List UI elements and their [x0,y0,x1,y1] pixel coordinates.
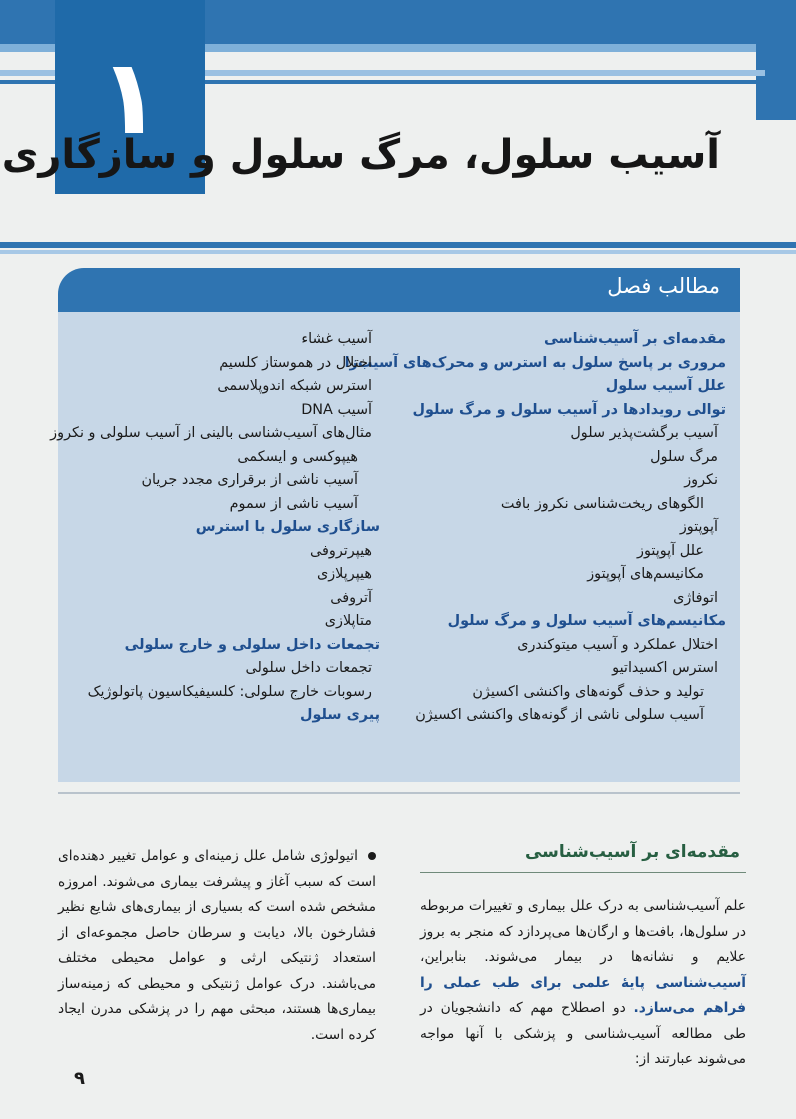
contents-item: تجمعات داخل سلولی و خارج سلولی [124,636,380,653]
contents-item: سازگاری سلول با استرس [195,519,380,535]
contents-item: اختلال عملکرد و آسیب میتوکندری [517,636,718,653]
etiology-text: اتیولوژی شامل علل زمینه‌ای و عوامل تغییر دهنده‌ای است که سبب آغاز و پیشرفت بیماری می‌شوند. امروزه مشخص شده است که بسیاری از بیماری‌های شایع نظیر فشارخون بالا، دیابت و سرطان حاصل مجموعه‌ای از استعداد ژنتیکی ارثی و عوامل محیطی مختلف می‌باشند. درک عوامل ژنتیکی و محیطی که زمینه‌ساز بیماری‌ها هستند، مبحثی مهم را در پزشکی مدرن ایجاد کرده است. [58,848,376,1043]
contents-item: مقدمه‌ای بر آسیب‌شناسی [543,331,726,347]
page-number: ۹ [74,1068,85,1089]
bullet-icon [368,852,376,860]
contents-item: توالی رویدادها در آسیب سلول و مرگ سلول [412,401,726,418]
header-stripe [0,80,55,84]
title-divider-light [0,250,796,254]
contents-item: هیپرتروفی [310,542,372,559]
contents-item: مرگ سلول [650,448,718,465]
contents-box [50,312,740,782]
contents-item: استرس اکسیداتیو [612,660,718,676]
chapter-title: آسیب سلول، مرگ سلول و سازگاری [1,132,720,178]
intro-text-part2: دو اصطلاح مهم که دانشجویان در طی مطالعه آسیب‌شناسی و پزشکی با آنها مواجه می‌شوند عبارتند از: [420,1000,746,1067]
header-stripe [205,80,765,84]
section-heading: مقدمه‌ای بر آسیب‌شناسی [524,842,740,862]
contents-item: هیپوکسی و ایسکمی [237,448,358,465]
contents-item: مروری بر پاسخ سلول به استرس و محرک‌های آسیب‌زا [344,354,726,371]
contents-item: آسیب DNA [301,401,372,418]
contents-item: آپوپتوز [679,519,718,535]
contents-item: اتوفاژی [673,589,718,606]
contents-item: متاپلازی [324,613,372,629]
section-heading-underline [420,872,746,873]
intro-text-bold: آسیب‌شناسی پایهٔ علمی برای طب عملی را فراهم می‌سازد. [420,974,746,1016]
top-right-band [756,0,796,120]
contents-item: پیری سلول [300,707,380,723]
contents-item: آسیب غشاء [301,331,372,347]
contents-item: آتروفی [330,589,372,606]
contents-item: آسیب ناشی از سموم [229,495,358,512]
intro-paragraph [420,894,746,1073]
contents-item: آسیب ناشی از برقراری مجدد جریان [141,472,358,488]
intro-text-part1: علم آسیب‌شناسی به درک علل بیماری و تغییرات مربوطه در سلول‌ها، بافت‌ها و ارگان‌ها می‌پردازد که منجر به بروز علایم و نشانه‌ها در بیمار می‌شوند. بنابراین، [420,898,746,965]
contents-item: مکانیسم‌های آسیب سلول و مرگ سلول [447,613,726,629]
contents-item: هیپرپلازی [316,566,372,582]
contents-item: نکروز [684,472,718,488]
contents-item: تجمعات داخل سلولی [245,660,372,676]
contents-item: علل آپوپتوز [637,542,704,559]
contents-item: الگوهای ریخت‌شناسی نکروز بافت [500,495,704,512]
header-stripe [205,70,765,76]
header-stripe [0,70,55,76]
title-divider [0,242,796,248]
contents-item: آسیب سلولی ناشی از گونه‌های واکنشی اکسیژن [415,707,704,723]
contents-item: استرس شبکه اندوپلاسمی [217,378,372,394]
chapter-number: ۱ [98,36,162,158]
section-divider [58,792,740,794]
contents-heading: مطالب فصل [607,274,720,298]
contents-item: مکانیسم‌های آپوپتوز [587,566,704,582]
contents-item: علل آسیب سلول [605,378,726,394]
etiology-paragraph [58,844,376,1048]
contents-item: اختلال در هموستاز کلسیم [219,354,372,371]
contents-item: مثال‌های آسیب‌شناسی بالینی از آسیب سلولی و نکروز [50,425,372,441]
contents-item: رسوبات خارج سلولی: کلسیفیکاسیون پاتولوژیک [87,683,372,700]
contents-item: تولید و حذف گونه‌های واکنشی اکسیژن [472,683,704,700]
contents-left-column [50,328,380,728]
contents-item: آسیب برگشت‌پذیر سلول [570,425,718,441]
contents-header [58,268,740,312]
